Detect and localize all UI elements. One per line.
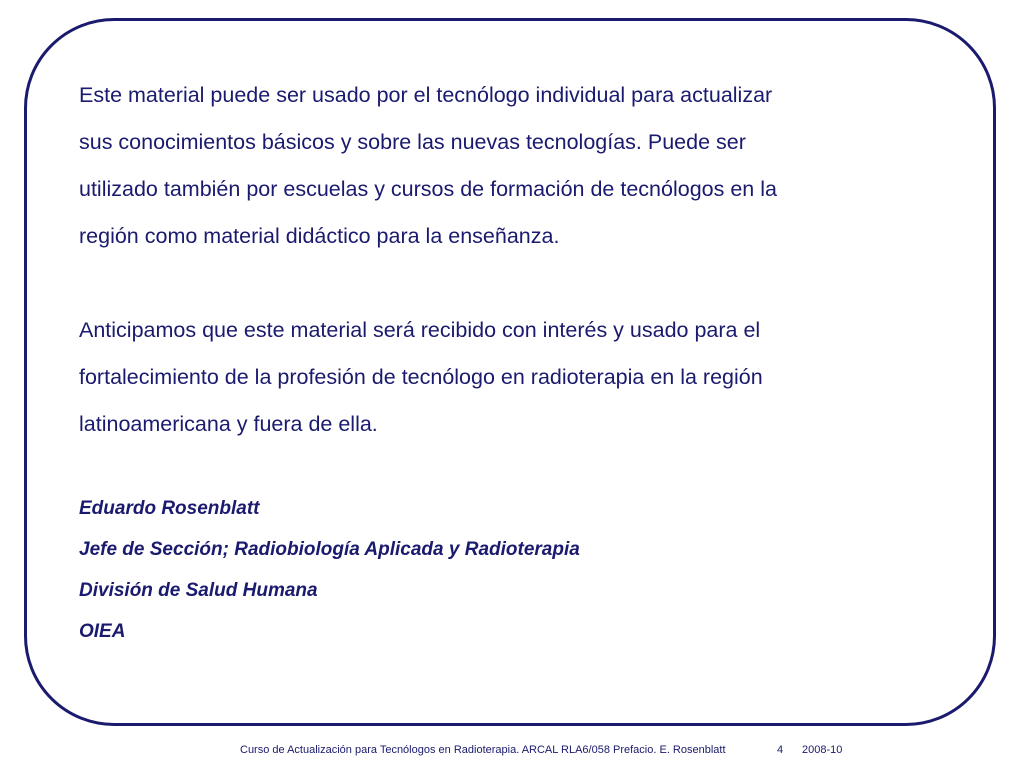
paragraph-gap — [79, 260, 939, 307]
footer-text: Curso de Actualización para Tecnólogos en Radioterapia. ARCAL RLA6/058 Prefacio. E. Rosenblatt — [240, 744, 726, 756]
paragraph-line: utilizado también por escuelas y cursos de formación de tecnólogos en la — [79, 177, 777, 201]
footer-date: 2008-10 — [802, 744, 843, 756]
body-text — [79, 72, 939, 448]
signature-organization: OIEA — [79, 621, 126, 642]
paragraph-line: Anticipamos que este material será recibido con interés y usado para el — [79, 318, 761, 342]
signature-block — [79, 488, 939, 652]
paragraph-line: sus conocimientos básicos y sobre las nuevas tecnologías. Puede ser — [79, 130, 746, 154]
page-number: 4 — [777, 744, 784, 756]
signature-name: Eduardo Rosenblatt — [79, 498, 260, 519]
paragraph-line: fortalecimiento de la profesión de tecnólogo en radioterapia en la región — [79, 365, 763, 389]
paragraph-line: región como material didáctico para la enseñanza. — [79, 224, 560, 248]
signature-title: Jefe de Sección; Radiobiología Aplicada y Radioterapia — [79, 539, 580, 560]
paragraph-line: latinoamericana y fuera de ella. — [79, 412, 378, 436]
paragraph-line: Este material puede ser usado por el tecnólogo individual para actualizar — [79, 83, 773, 107]
signature-division: División de Salud Humana — [79, 580, 318, 601]
